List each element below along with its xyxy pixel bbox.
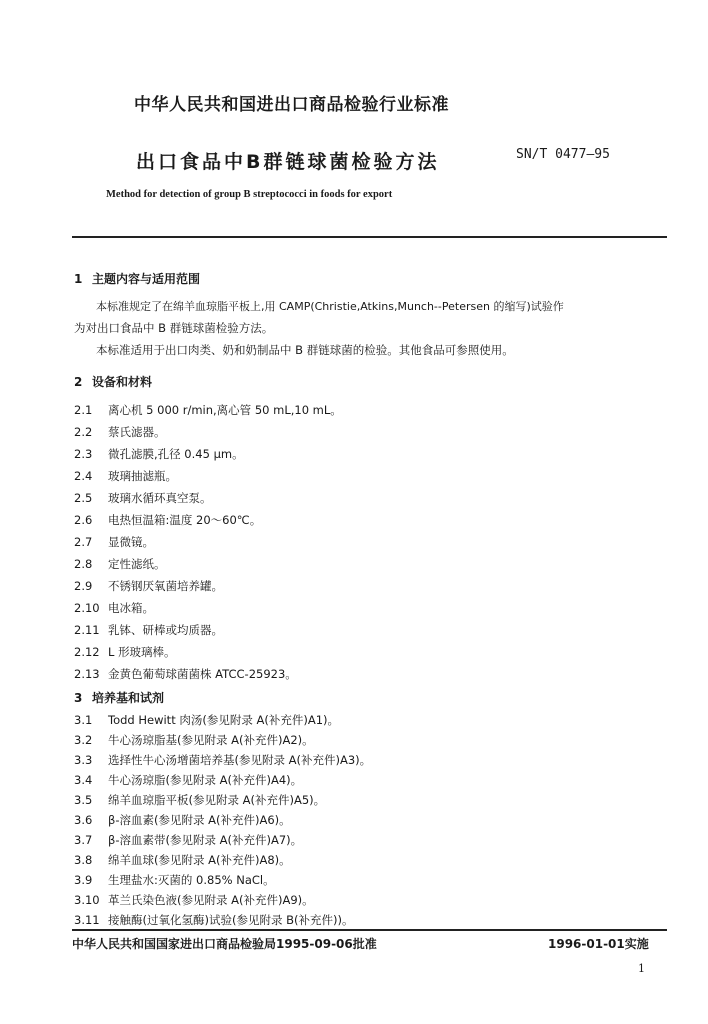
list-item xyxy=(74,468,177,484)
item-text: 选择性牛心汤增菌培养基(参见附录 A(补充件)A3)。 xyxy=(108,753,372,767)
implementation-date: 1996-01-01实施 xyxy=(548,937,649,951)
approval-line: 中华人民共和国国家进出口商品检验局1995-09-06批准 xyxy=(72,937,377,951)
section-title: 主题内容与适用范围 xyxy=(92,272,201,286)
list-item xyxy=(74,490,212,506)
list-item xyxy=(74,712,339,728)
list-item xyxy=(74,578,223,594)
item-text: 定性滤纸。 xyxy=(108,557,166,571)
item-text: 显微镜。 xyxy=(108,535,154,549)
list-item xyxy=(74,446,244,462)
item-text: 接触酶(过氧化氢酶)试验(参见附录 B(补充件))。 xyxy=(108,913,354,927)
list-item xyxy=(74,892,314,908)
section-2-heading xyxy=(74,373,152,390)
list-item xyxy=(74,812,291,828)
list-item xyxy=(74,666,297,682)
item-number: 2.11 xyxy=(74,623,100,637)
item-number: 2.12 xyxy=(74,645,100,659)
item-number: 2.13 xyxy=(74,667,100,681)
item-number: 2.8 xyxy=(74,557,93,571)
item-text: 绵羊血琼脂平板(参见附录 A(补充件)A5)。 xyxy=(108,793,326,807)
list-item xyxy=(74,600,154,616)
item-number: 3.1 xyxy=(74,713,93,727)
section-1-heading xyxy=(74,270,200,287)
list-item xyxy=(74,622,223,638)
section-1-paragraph-1-line-2: 为对出口食品中 B 群链球菌检验方法。 xyxy=(74,321,274,335)
item-text: 生理盐水:灭菌的 0.85% NaCl。 xyxy=(108,873,275,887)
item-text: β-溶血素带(参见附录 A(补充件)A7)。 xyxy=(108,833,303,847)
footer-divider xyxy=(72,929,667,931)
item-text: 离心机 5 000 r/min,离心管 50 mL,10 mL。 xyxy=(108,403,342,417)
list-item xyxy=(74,832,302,848)
item-text: 革兰氏染色液(参见附录 A(补充件)A9)。 xyxy=(108,893,314,907)
item-number: 3.4 xyxy=(74,773,93,787)
list-item xyxy=(74,402,342,418)
item-text: 电冰箱。 xyxy=(108,601,154,615)
item-number: 3.7 xyxy=(74,833,93,847)
item-number: 3.9 xyxy=(74,873,93,887)
industry-standard-heading: 中华人民共和国进出口商品检验行业标准 xyxy=(134,95,449,115)
item-text: 电热恒温箱:温度 20～60℃。 xyxy=(108,513,262,527)
header-divider xyxy=(72,236,667,238)
section-1-paragraph-1-line-1: 本标准规定了在绵羊血琼脂平板上,用 CAMP(Christie,Atkins,Munch--Petersen 的缩写)试验作 xyxy=(96,300,564,313)
item-text: 玻璃抽滤瓶。 xyxy=(108,469,177,483)
section-3-heading xyxy=(74,689,164,706)
document-title: 出口食品中B群链球菌检验方法 xyxy=(136,151,440,173)
item-number: 3.5 xyxy=(74,793,93,807)
item-text: 牛心汤琼脂基(参见附录 A(补充件)A2)。 xyxy=(108,733,314,747)
section-number: 3 xyxy=(74,691,83,705)
item-number: 2.1 xyxy=(74,403,93,417)
item-number: 2.9 xyxy=(74,579,93,593)
list-item xyxy=(74,556,166,572)
section-number: 1 xyxy=(74,272,83,286)
list-item xyxy=(74,772,302,788)
item-number: 2.6 xyxy=(74,513,93,527)
list-item xyxy=(74,512,261,528)
item-number: 2.3 xyxy=(74,447,93,461)
item-number: 2.2 xyxy=(74,425,93,439)
item-number: 3.6 xyxy=(74,813,93,827)
item-number: 2.4 xyxy=(74,469,93,483)
list-item xyxy=(74,644,176,660)
item-text: Todd Hewitt 肉汤(参见附录 A(补充件)A1)。 xyxy=(108,713,340,727)
page-number: 1 xyxy=(638,962,645,975)
item-text: 乳钵、研棒或均质器。 xyxy=(108,623,223,637)
section-title: 培养基和试剂 xyxy=(92,691,165,705)
item-text: 牛心汤琼脂(参见附录 A(补充件)A4)。 xyxy=(108,773,303,787)
item-number: 3.11 xyxy=(74,913,100,927)
list-item xyxy=(74,752,371,768)
english-title: Method for detection of group B streptococci in foods for export xyxy=(106,189,393,200)
item-number: 3.8 xyxy=(74,853,93,867)
list-item xyxy=(74,852,291,868)
item-number: 2.10 xyxy=(74,601,100,615)
list-item xyxy=(74,792,325,808)
item-number: 2.5 xyxy=(74,491,93,505)
item-number: 3.3 xyxy=(74,753,93,767)
item-text: 玻璃水循环真空泵。 xyxy=(108,491,212,505)
item-text: 不锈钢厌氧菌培养罐。 xyxy=(108,579,223,593)
item-text: 绵羊血球(参见附录 A(补充件)A8)。 xyxy=(108,853,291,867)
list-item xyxy=(74,424,166,440)
list-item xyxy=(74,912,353,928)
item-text: 微孔滤膜,孔径 0.45 μm。 xyxy=(108,447,244,461)
standard-number: SN/T 0477—95 xyxy=(516,147,610,162)
section-1-paragraph-2: 本标准适用于出口肉类、奶和奶制品中 B 群链球菌的检验。其他食品可参照使用。 xyxy=(96,343,514,357)
item-number: 3.2 xyxy=(74,733,93,747)
section-title: 设备和材料 xyxy=(92,375,153,389)
item-number: 2.7 xyxy=(74,535,93,549)
list-item xyxy=(74,534,154,550)
section-number: 2 xyxy=(74,375,83,389)
list-item xyxy=(74,872,275,888)
item-text: 蔡氏滤器。 xyxy=(108,425,166,439)
item-text: β-溶血素(参见附录 A(补充件)A6)。 xyxy=(108,813,291,827)
item-text: L 形玻璃棒。 xyxy=(108,645,176,659)
item-number: 3.10 xyxy=(74,893,100,907)
item-text: 金黄色葡萄球菌菌株 ATCC-25923。 xyxy=(108,667,297,681)
list-item xyxy=(74,732,314,748)
